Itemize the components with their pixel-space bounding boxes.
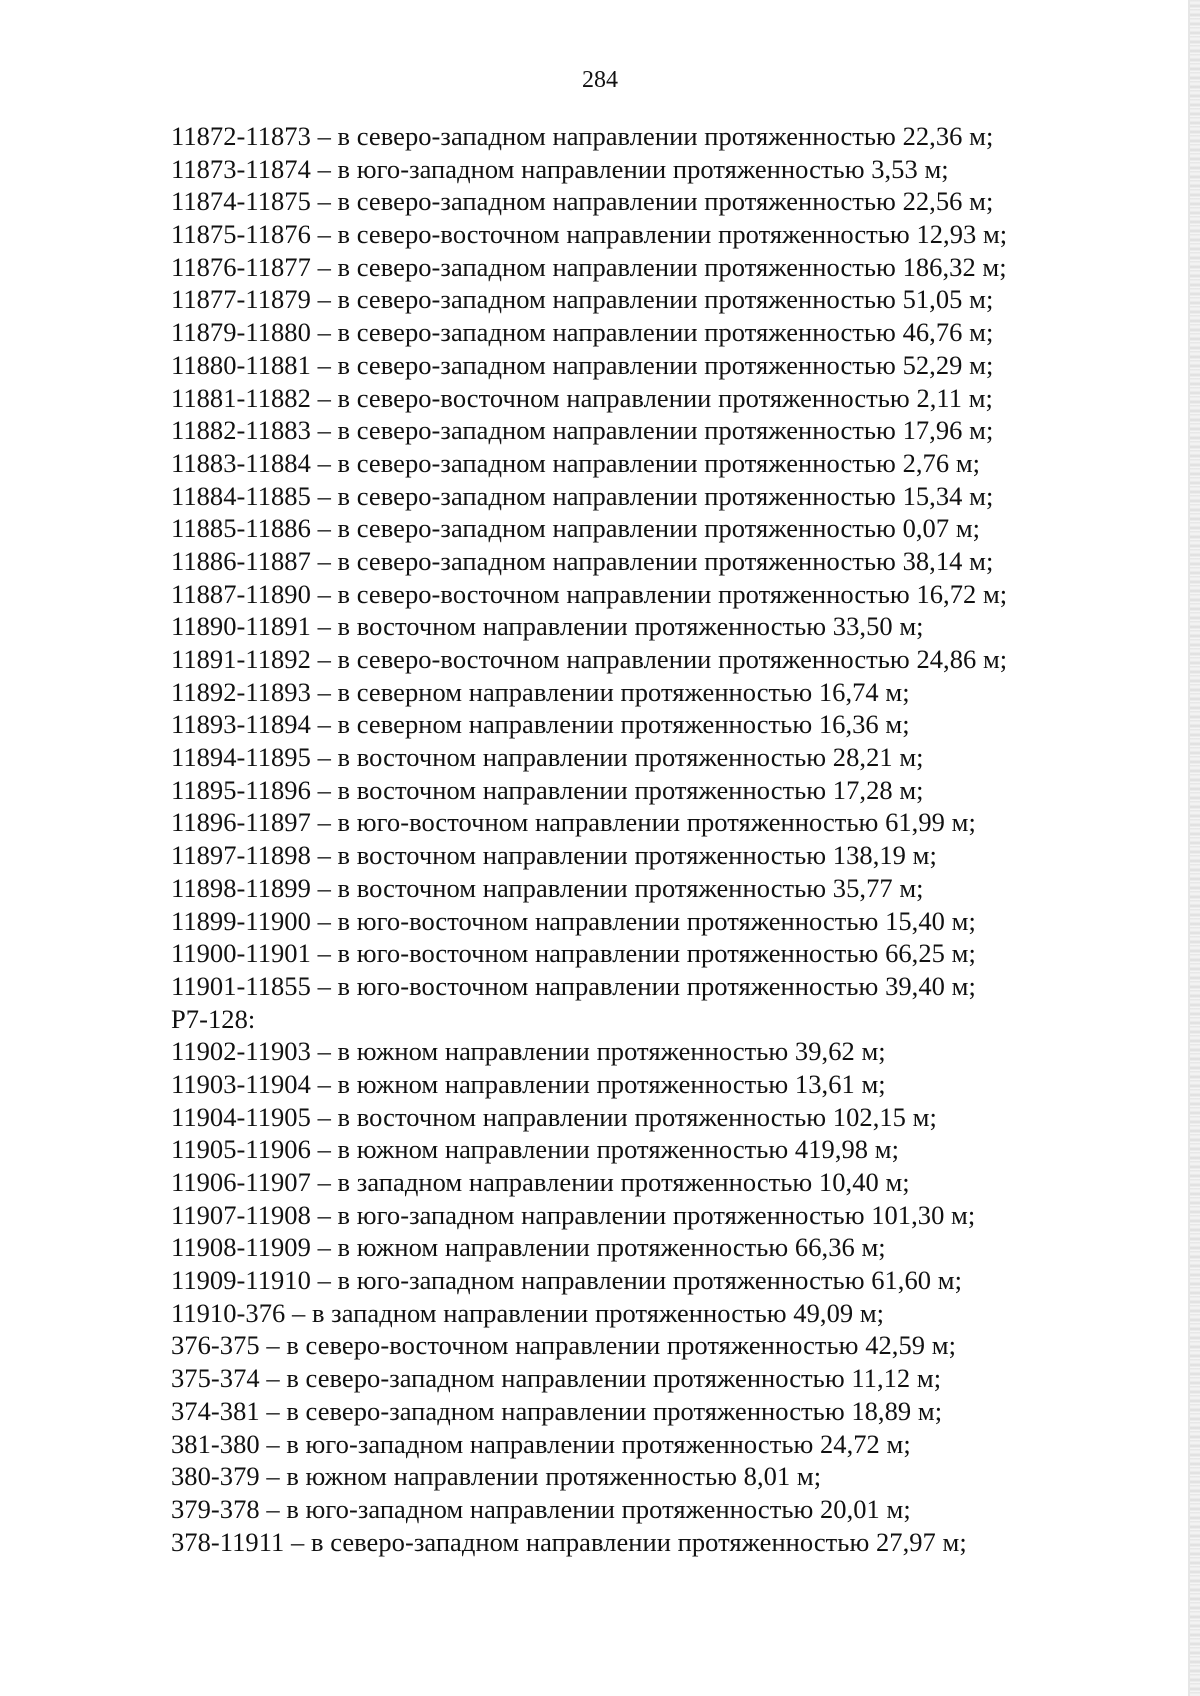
segment-line: 374-381 – в северо-западном направлении протяженностью 18,89 м; bbox=[171, 1395, 943, 1426]
segment-line: 11877-11879 – в северо-западном направлении протяженностью 51,05 м; bbox=[171, 284, 994, 315]
segment-line: Р7-128: bbox=[171, 1003, 256, 1034]
segment-line: 11900-11901 – в юго-восточном направлении протяженностью 66,25 м; bbox=[171, 938, 976, 969]
segment-line: 11907-11908 – в юго-западном направлении протяженностью 101,30 м; bbox=[171, 1199, 976, 1230]
segment-line: 11879-11880 – в северо-западном направлении протяженностью 46,76 м; bbox=[171, 317, 994, 348]
segment-line: 11895-11896 – в восточном направлении протяженностью 17,28 м; bbox=[171, 774, 924, 805]
segment-line: 11897-11898 – в восточном направлении протяженностью 138,19 м; bbox=[171, 840, 937, 871]
segment-line: 11904-11905 – в восточном направлении протяженностью 102,15 м; bbox=[171, 1101, 937, 1132]
segment-line: 11902-11903 – в южном направлении протяженностью 39,62 м; bbox=[171, 1036, 886, 1067]
segment-line: 11892-11893 – в северном направлении протяженностью 16,74 м; bbox=[171, 676, 910, 707]
segment-line: 11901-11855 – в юго-восточном направлении протяженностью 39,40 м; bbox=[171, 970, 976, 1001]
segment-line: 11874-11875 – в северо-западном направлении протяженностью 22,56 м; bbox=[171, 186, 994, 217]
segment-line: 11881-11882 – в северо-восточном направлении протяженностью 2,11 м; bbox=[171, 382, 993, 413]
segment-line: 11903-11904 – в южном направлении протяженностью 13,61 м; bbox=[171, 1068, 886, 1099]
segment-line: 376-375 – в северо-восточном направлении протяженностью 42,59 м; bbox=[171, 1330, 956, 1361]
page-number: 284 bbox=[582, 67, 618, 93]
segment-line: 11908-11909 – в южном направлении протяженностью 66,36 м; bbox=[171, 1232, 886, 1263]
segment-line: 11883-11884 – в северо-западном направлении протяженностью 2,76 м; bbox=[171, 447, 981, 478]
segment-list bbox=[171, 120, 1131, 1558]
segment-line: 11898-11899 – в восточном направлении протяженностью 35,77 м; bbox=[171, 872, 924, 903]
segment-line: 11899-11900 – в юго-восточном направлении протяженностью 15,40 м; bbox=[171, 905, 976, 936]
segment-line: 11882-11883 – в северо-западном направлении протяженностью 17,96 м; bbox=[171, 415, 994, 446]
segment-line: 11880-11881 – в северо-западном направлении протяженностью 52,29 м; bbox=[171, 349, 994, 380]
segment-line: 11894-11895 – в восточном направлении протяженностью 28,21 м; bbox=[171, 742, 924, 773]
segment-line: 11887-11890 – в северо-восточном направлении протяженностью 16,72 м; bbox=[171, 578, 1008, 609]
segment-line: 11890-11891 – в восточном направлении протяженностью 33,50 м; bbox=[171, 611, 924, 642]
segment-line: 11886-11887 – в северо-западном направлении протяженностью 38,14 м; bbox=[171, 545, 994, 576]
segment-line: 11875-11876 – в северо-восточном направлении протяженностью 12,93 м; bbox=[171, 219, 1008, 250]
segment-line: 378-11911 – в северо-западном направлении протяженностью 27,97 м; bbox=[171, 1526, 967, 1557]
segment-line: 11906-11907 – в западном направлении протяженностью 10,40 м; bbox=[171, 1167, 910, 1197]
segment-line: 11884-11885 – в северо-западном направлении протяженностью 15,34 м; bbox=[171, 480, 994, 511]
segment-line: 11873-11874 – в юго-западном направлении протяженностью 3,53 м; bbox=[171, 153, 949, 184]
segment-line: 11910-376 – в западном направлении протяженностью 49,09 м; bbox=[171, 1297, 885, 1328]
scan-edge-shadow bbox=[1190, 0, 1200, 1696]
segment-line: 11885-11886 – в северо-западном направлении протяженностью 0,07 м; bbox=[171, 513, 981, 544]
segment-line: 381-380 – в юго-западном направлении протяженностью 24,72 м; bbox=[171, 1428, 911, 1459]
segment-line: 11876-11877 – в северо-западном направлении протяженностью 186,32 м; bbox=[171, 251, 1007, 282]
segment-line: 11893-11894 – в северном направлении протяженностью 16,36 м; bbox=[171, 709, 910, 740]
segment-line: 11905-11906 – в южном направлении протяженностью 419,98 м; bbox=[171, 1134, 900, 1165]
segment-line: 11909-11910 – в юго-западном направлении протяженностью 61,60 м; bbox=[171, 1265, 962, 1296]
segment-line: 11891-11892 – в северо-восточном направлении протяженностью 24,86 м; bbox=[171, 644, 1008, 674]
segment-line: 380-379 – в южном направлении протяженностью 8,01 м; bbox=[171, 1461, 822, 1492]
segment-line: 375-374 – в северо-западном направлении протяженностью 11,12 м; bbox=[171, 1363, 942, 1394]
segment-line: 11896-11897 – в юго-восточном направлении протяженностью 61,99 м; bbox=[171, 807, 976, 838]
segment-line: 11872-11873 – в северо-западном направлении протяженностью 22,36 м; bbox=[171, 121, 994, 151]
segment-line: 379-378 – в юго-западном направлении протяженностью 20,01 м; bbox=[171, 1493, 911, 1524]
